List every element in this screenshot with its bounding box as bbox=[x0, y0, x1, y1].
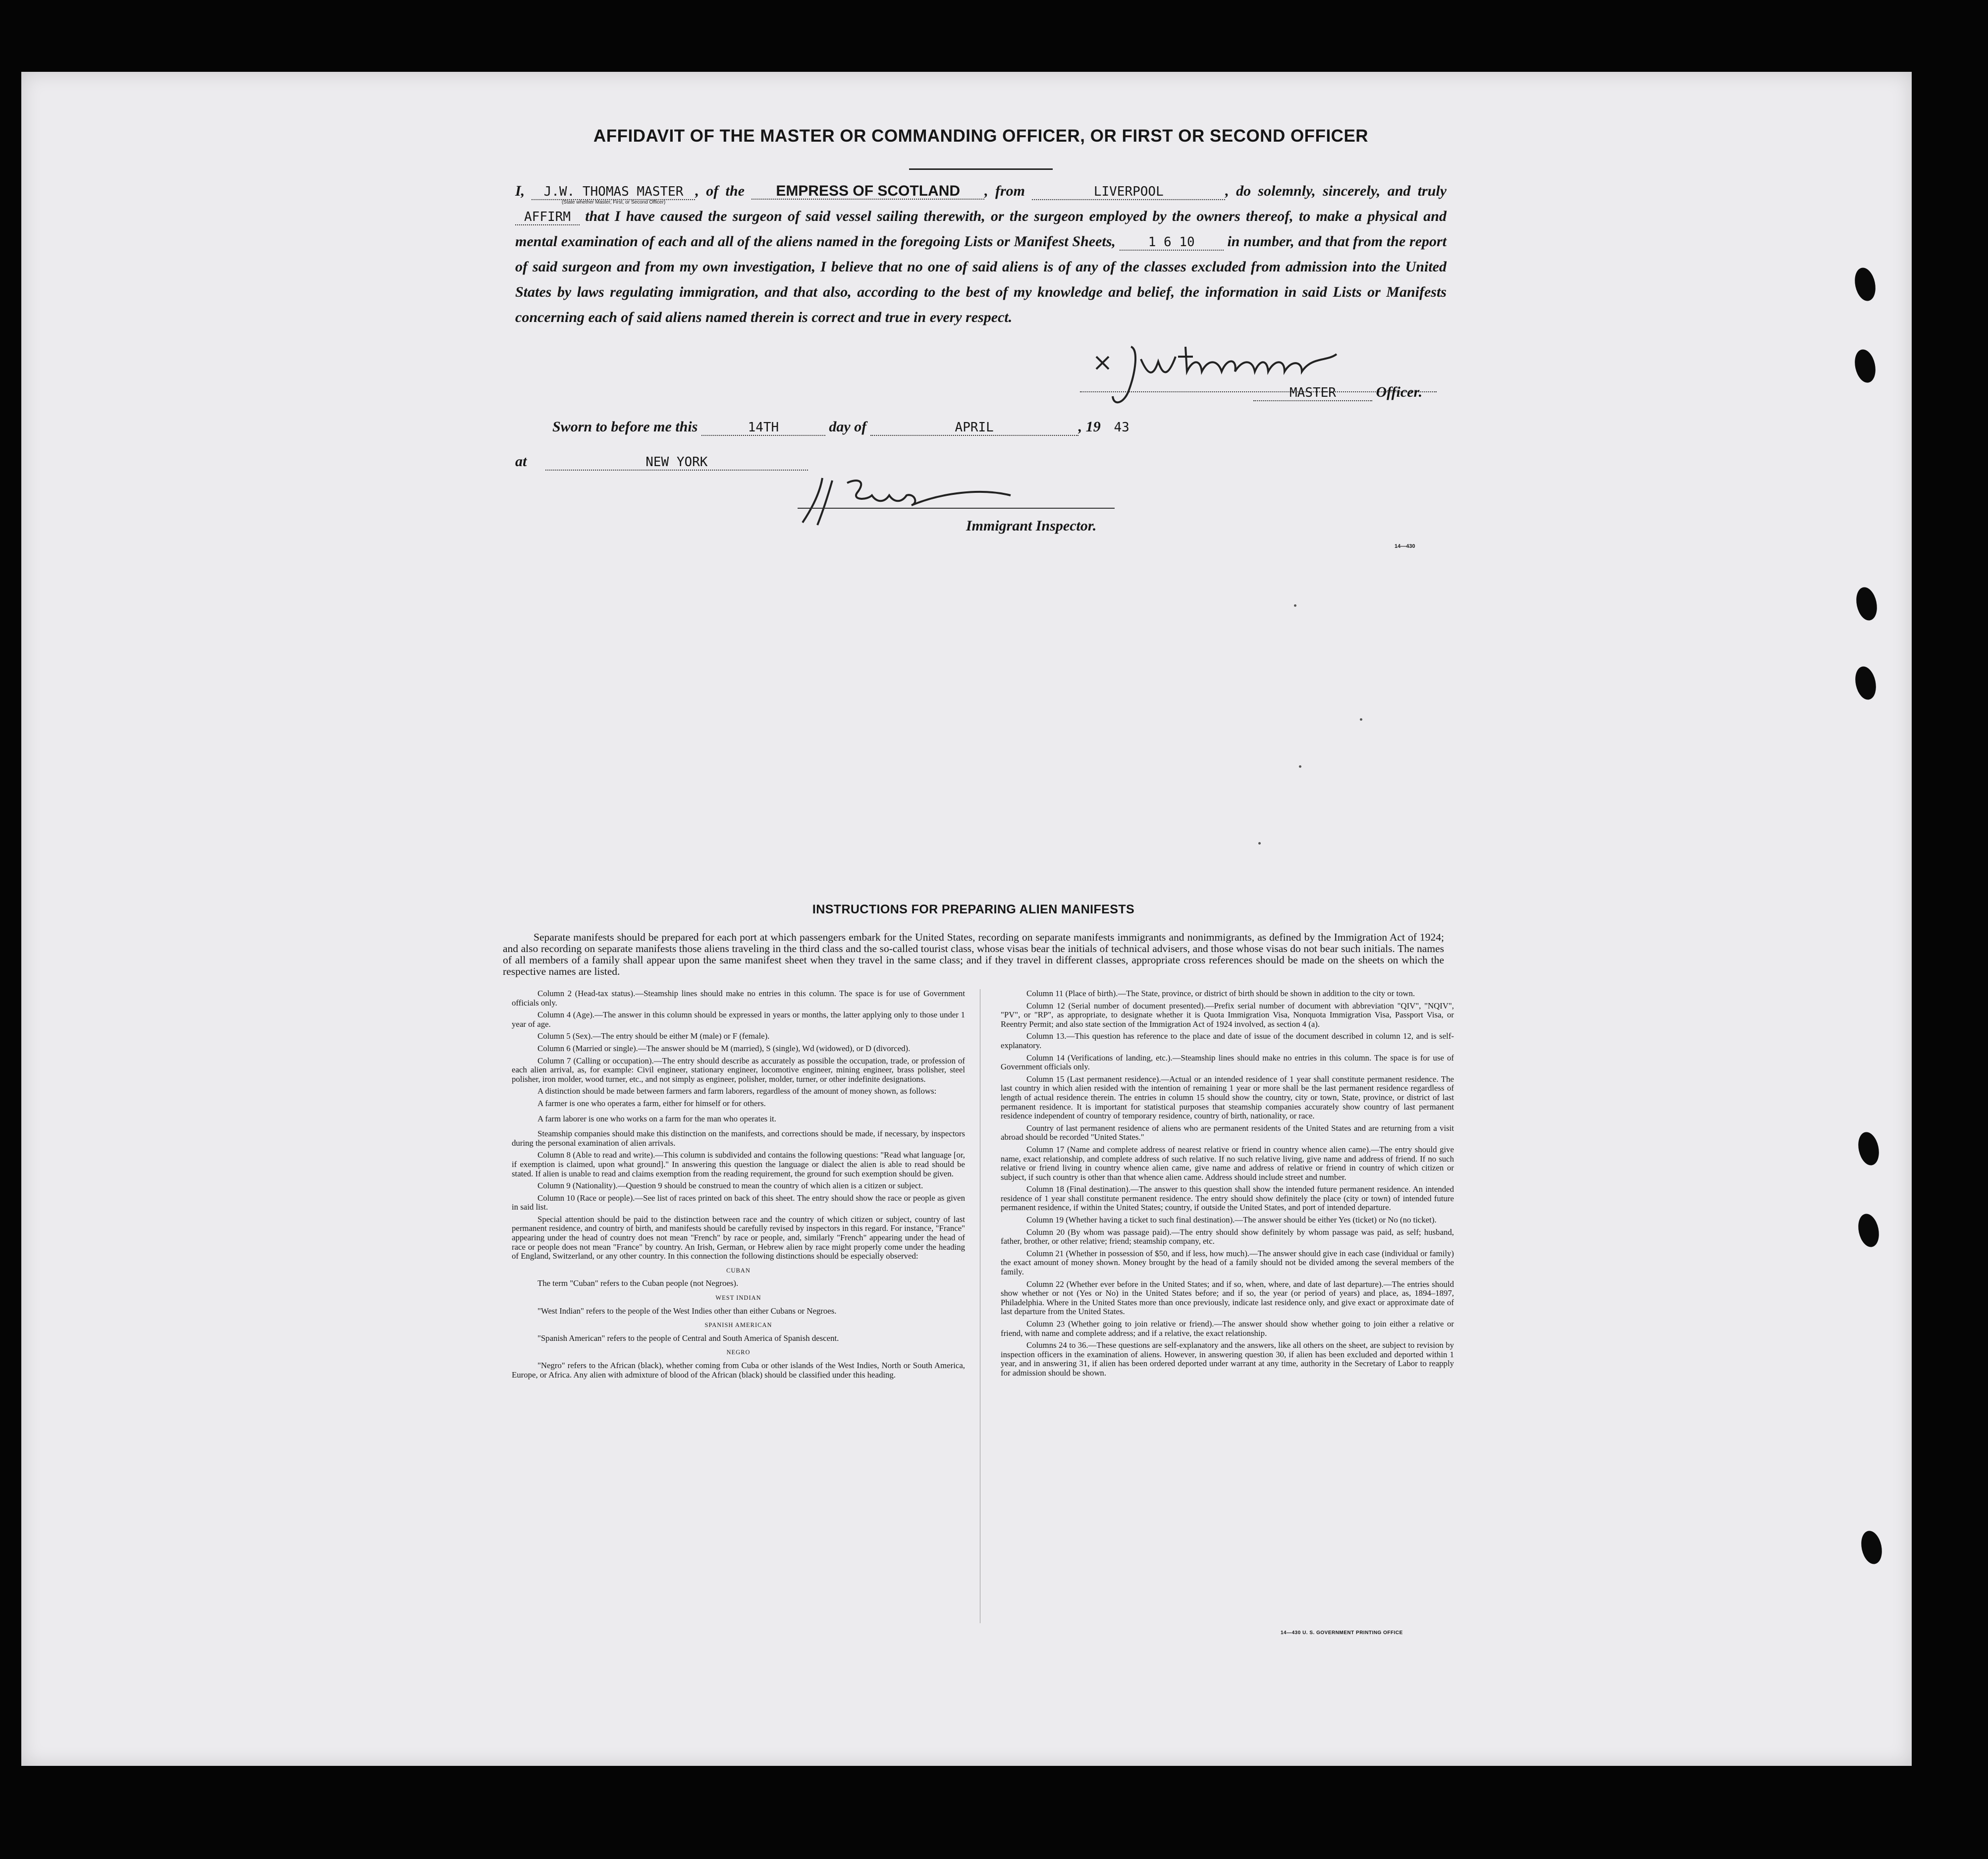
instruction-paragraph: Column 21 (Whether in possession of $50, and if less, how much).—The answer should give in each case (individual or family) the exact amount of money shown. Money brought by the head of a family should not be divided among the several members of the family. bbox=[1001, 1248, 1454, 1277]
negro-text: "Negro" refers to the African (black), whether coming from Cuba or other islands of the West Indies, North or South America, Europe, or Africa. Any alien with admixture of blood of the African (black) should be classified under this heading. bbox=[512, 1361, 965, 1380]
instruction-paragraph: Column 18 (Final destination).—The answer to this question shall show the intended future permanent residence. An intended residence of 1 year shall constitute permanent residence. The entry should show definitely the place (city or town) of intended future permanent residence, if within the United States; country, if outside the United States, and port of intended departure. bbox=[1001, 1184, 1454, 1213]
affidavit-section bbox=[515, 126, 1447, 534]
affidavit-text-2: in number, and that from the report of said surgeon and from my own investigation, I believe that no one of said aliens is of any of the classes excluded from admission into the United States by laws regulating immigration, and that also, according to the best of my knowledge and belief, the information in said Lists or Manifests concerning each of said aliens named therein is correct and true in every respect. bbox=[515, 233, 1447, 325]
instruction-paragraph: Column 17 (Name and complete address of nearest relative or friend in country whence alien came).—The entry should give name, exact relationship, and complete address of such relative. If no such relative living, give name and address of friend. If no such relative or friend living in country whence alien came, give name and address of relative or friend in country of which citizen or subject, if such country is other than that whence alien came. Address should include street and number. bbox=[1001, 1144, 1454, 1182]
rank-value: MASTER bbox=[1290, 385, 1336, 400]
west-indian-text: "West Indian" refers to the people of the West Indies other than either Cubans or Negroes. bbox=[537, 1306, 837, 1316]
instruction-paragraph: Column 6 (Married or single).—The answer should be M (married), S (single), Wd (widowed), or D (divorced). bbox=[537, 1043, 911, 1053]
sworn-month-value: APRIL bbox=[955, 420, 994, 435]
instruction-paragraph: Column 19 (Whether having a ticket to such final destination).—The answer should be either Yes (ticket) or No (no ticket). bbox=[1026, 1215, 1437, 1225]
right-column bbox=[1001, 989, 1454, 1381]
instructions-title: INSTRUCTIONS FOR PREPARING ALIEN MANIFESTS bbox=[812, 903, 1135, 916]
affidavit-title: AFFIDAVIT OF THE MASTER OR COMMANDING OFFICER, OR FIRST OR SECOND OFFICER bbox=[593, 126, 1369, 146]
instruction-paragraph: A farmer is one who operates a farm, either for himself or for others. bbox=[537, 1098, 766, 1108]
affirm-value: AFFIRM bbox=[524, 210, 571, 224]
instructions-section bbox=[503, 903, 1454, 1628]
instruction-paragraph: Steamship companies should make this distinction on the manifests, and corrections should be made, if necessary, by inspectors during the personal examination of alien arrivals. bbox=[512, 1129, 965, 1148]
officer-name-value: J.W. THOMAS MASTER bbox=[543, 184, 684, 199]
cuban-heading: CUBAN bbox=[726, 1267, 751, 1274]
instruction-paragraph: Column 10 (Race or people).—See list of races printed on back of this sheet. The entry should show the race or people as given in said list. bbox=[512, 1193, 965, 1212]
vessel-field bbox=[752, 184, 984, 200]
at-row bbox=[515, 453, 808, 471]
west-indian-heading: WEST INDIAN bbox=[715, 1294, 761, 1302]
at-label: at bbox=[515, 453, 527, 470]
cuban-text: The term "Cuban" refers to the Cuban people (not Negroes). bbox=[537, 1278, 739, 1288]
affidavit-text-1: that I have caused the surgeon of said vessel sailing therewith, or the surgeon employed by the owners thereof, to make a physical and mental examination of each and all of the aliens named in the foregoing Lists or Manifest Sheets, bbox=[515, 208, 1447, 250]
inspector-signature-line bbox=[798, 508, 1115, 509]
instruction-paragraph: A distinction should be made between farmers and farm laborers, regardless of the amount of money shown, as follows: bbox=[537, 1086, 937, 1096]
paper-speck bbox=[1294, 604, 1296, 607]
form-number: 14—430 bbox=[1395, 543, 1415, 549]
officer-name-note: (State whether Master, First, or Second Officer) bbox=[561, 200, 666, 205]
i-label: I, bbox=[515, 183, 525, 199]
sheet-count-value: 1 6 10 bbox=[1148, 235, 1195, 250]
day-of-label: day of bbox=[829, 419, 867, 435]
rank-field bbox=[1253, 385, 1372, 401]
instructions-columns bbox=[503, 989, 1454, 1628]
instruction-paragraph: Column 15 (Last permanent residence).—Actual or an intended residence of 1 year shall constitute permanent residence. The last country in which alien resided with the intention of remaining 1 year or more shall be the last permanent residence regardless of length of actual residence therein. The entries in column 15 should show the country, city or town, State, province, or district of last permanent residence. It is important for statistical purposes that steamship companies accurately show country of last permanent residence independent of country of temporary residence, country of birth, nationality, or race. bbox=[1001, 1074, 1454, 1121]
officer-name-field bbox=[532, 184, 695, 205]
instruction-paragraph: A farm laborer is one who works on a farm for the man who operates it. bbox=[537, 1114, 776, 1123]
instruction-paragraph: Column 7 (Calling or occupation).—The entry should describe as accurately as possible the occupation, trade, or profession of each alien arrival, as, for example: Civil engineer, stationary engineer, locomotive engineer, mining engineer, brass polisher, steel polisher, iron molder, wood turner, etc., and not simply as engineer, polisher, molder, turner, or other indefinite designations. bbox=[512, 1056, 965, 1084]
instruction-paragraph: Country of last permanent residence of aliens who are permanent residents of the United States and are returning from a visit abroad should be recorded "United States." bbox=[1001, 1123, 1454, 1142]
negro-heading: NEGRO bbox=[726, 1349, 751, 1356]
sworn-day-value: 14TH bbox=[748, 420, 779, 435]
officer-label: Officer. bbox=[1376, 384, 1423, 400]
instruction-paragraph: Column 5 (Sex).—The entry should be either M (male) or F (female). bbox=[537, 1031, 770, 1041]
instruction-paragraph: Column 14 (Verifications of landing, etc.).—Steamship lines should make no entries in this column. The space is for use of Government officials only. bbox=[1001, 1053, 1454, 1072]
place-field bbox=[545, 455, 808, 471]
instructions-intro: Separate manifests should be prepared for each port at which passengers embark for the United States, recording on separate manifests immigrants and nonimmigrants, as defined by the Immigration Act of 1924; and also recording on separate manifests those aliens traveling in the third class and the so-called tourist class, whose visas bear the initials of technical advisers, and those whose visas do not bear such initials. The names of all members of a family shall appear upon the same manifest sheet when they travel in the same class; and if they travel in different classes, appropriate cross references should be made on the sheets on which the respective names are listed. bbox=[503, 931, 1444, 977]
instruction-paragraph: Special attention should be paid to the distinction between race and the country of which citizen or subject, country of last permanent residence, and country of birth, and manifests should be carefully revised by inspectors in this regard. For instance, "France" appearing under the head of country does not mean "French" by race or people, and, similarly "French" appearing under the head of race or people does not mean "France" by country. An Irish, German, or Hebrew alien by race might properly come under the heading of England, Switzerland, or any other country. In this connection the following distinctions should be especially observed: bbox=[512, 1214, 965, 1261]
inspector-label: Immigrant Inspector. bbox=[966, 518, 1097, 534]
paper-speck bbox=[1360, 718, 1362, 721]
sworn-label: Sworn to before me this bbox=[552, 419, 698, 435]
sworn-day-field bbox=[701, 420, 825, 436]
instruction-paragraph: Column 20 (By whom was passage paid).—The entry should show definitely by whom passage was paid, as self; husband, father, brother, or other relative; friend; steamship company, etc. bbox=[1001, 1227, 1454, 1246]
instruction-paragraph: Column 13.—This question has reference to the place and date of issue of the document described in column 12, and is self-explanatory. bbox=[1001, 1031, 1454, 1050]
solemnly-text: solemnly, sincerely, and truly bbox=[1258, 183, 1447, 199]
title-rule bbox=[909, 168, 1053, 170]
instruction-paragraph: Column 8 (Able to read and write).—This column is subdivided and contains the following questions: "Read what language [or, if exemption is claimed, upon what ground]." In answering this question the language or dialect the alien is able to read should be stated. If alien is unable to read and claims exemption from the reading requirement, the ground for such exemption should be given. bbox=[512, 1150, 965, 1178]
sworn-month-field bbox=[870, 420, 1078, 436]
paper-speck bbox=[1258, 842, 1261, 845]
paper-speck bbox=[1299, 765, 1301, 768]
left-column bbox=[512, 989, 965, 1382]
from-label: , from bbox=[984, 183, 1025, 199]
spanish-american-text: "Spanish American" refers to the people of Central and South America of Spanish descent. bbox=[537, 1333, 839, 1343]
port-field bbox=[1032, 184, 1225, 200]
sworn-row bbox=[552, 419, 1139, 436]
vessel-value: EMPRESS OF SCOTLAND bbox=[776, 183, 961, 199]
port-value: LIVERPOOL bbox=[1093, 184, 1164, 199]
instruction-paragraph: Columns 24 to 36.—These questions are self-explanatory and the answers, like all others on the sheet, are subject to revision by inspection officers in the examination of aliens. However, in answering question 30, if alien has been excluded and deported within 1 year, and in answering 31, if alien has been ordered deported under warrant at any time, authority in the Secretary of Labor to reapply for admission should be shown. bbox=[1001, 1340, 1454, 1378]
spanish-american-heading: SPANISH AMERICAN bbox=[704, 1322, 772, 1329]
of-the-label: , of the bbox=[695, 183, 745, 199]
instruction-paragraph: Column 22 (Whether ever before in the United States; and if so, when, where, and date of last departure).—The entries should show whether or not (Yes or No) in the United States before; and if so, the year (or period of years) and place, as, 1894–1897, Philadelphia. Where in the United States more than once previously, indicate last residence only, and give exact or approximate date of last departure from the United States. bbox=[1001, 1279, 1454, 1317]
instruction-paragraph: Column 2 (Head-tax status).—Steamship lines should make no entries in this column. The space is for use of Government officials only. bbox=[512, 989, 965, 1008]
instruction-paragraph: Column 11 (Place of birth).—The State, province, or district of birth should be shown in addition to the city or town. bbox=[1026, 989, 1415, 998]
printing-office-footer: 14—430 U. S. GOVERNMENT PRINTING OFFICE bbox=[1281, 1630, 1403, 1636]
do-label: , do bbox=[1225, 183, 1251, 199]
sheet-count-field bbox=[1120, 235, 1224, 251]
place-value: NEW YORK bbox=[645, 455, 708, 470]
affidavit-body bbox=[515, 178, 1447, 330]
instruction-paragraph: Column 23 (Whether going to join relative or friend).—The answer should show whether going to join either a relative or friend, with name and complete address; and if a relative, the exact relationship. bbox=[1001, 1319, 1454, 1338]
instruction-paragraph: Column 12 (Serial number of document presented).—Prefix serial number of document with abbreviation "QIV", "NQIV", "PV", or "RP", as appropriate, to designate whether it is Quota Immigration Visa, Nonquota Immigration Visa, Passport Visa, or Reentry Permit; and also state section of the Immigration Act of 1924 involved, as section 4 (a). bbox=[1001, 1001, 1454, 1029]
instruction-paragraph: Column 4 (Age).—The answer in this column should be expressed in years or months, the latter applying only to those under 1 year of age. bbox=[512, 1010, 965, 1029]
affirm-field bbox=[515, 210, 580, 225]
year-value: 43 bbox=[1114, 420, 1129, 435]
year-prefix: , 19 bbox=[1078, 419, 1101, 435]
year-field bbox=[1104, 420, 1139, 435]
instruction-paragraph: Column 9 (Nationality).—Question 9 should be construed to mean the country of which alien is a citizen or subject. bbox=[537, 1181, 923, 1191]
officer-row bbox=[1253, 384, 1422, 401]
